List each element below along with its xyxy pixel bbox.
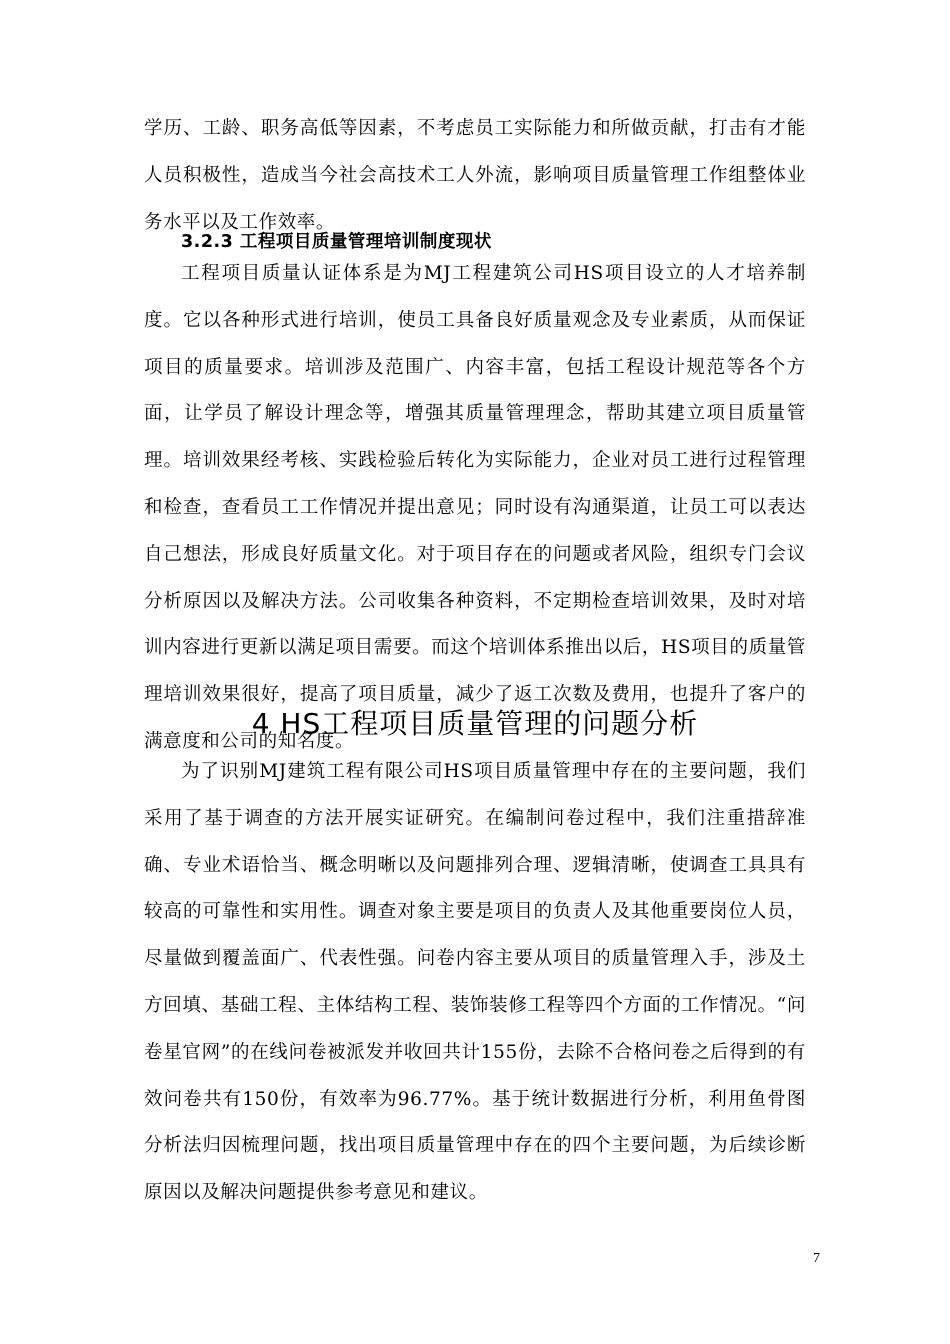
- section-heading: 4 HS工程项目质量管理的问题分析: [251, 707, 699, 740]
- paragraph-continuation: 学历、工龄、职务高低等因素，不考虑员工实际能力和所做贡献，打击有才能人员积极性，造成当今社会高技术工人外流，影响项目质量管理工作组整体业务水平以及工作效率。: [144, 118, 806, 233]
- page-number: 7: [813, 1251, 820, 1266]
- subsection-heading: 3.2.3 工程项目质量管理培训制度现状: [181, 232, 492, 252]
- paragraph-training-system: 工程项目质量认证体系是为MJ工程建筑公司HS项目设立的人才培养制度。它以各种形式进行培训，使员工具备良好质量观念及专业素质，从而保证项目的质量要求。培训涉及范围广、内容丰富，包括工程设计规范等各个方面，让学员了解设计理念等，增强其质量管理理念，帮助其建立项目质量管理。培训效果经考核、实践检验后转化为实际能力，企业对员工进行过程管理和检查，查看员工工作情况并提出意见；同时设有沟通渠道，让员工可以表达自己想法，形成良好质量文化。对于项目存在的问题或者风险，组织专门会议分析原因以及解决方法。公司收集各种资料，不定期检查培训效果，及时对培训内容进行更新以满足项目需要。而这个培训体系推出以后，HS项目的质量管理培训效果很好，提高了项目质量，减少了返工次数及费用，也提升了客户的满意度和公司的知名度。: [144, 263, 806, 752]
- paragraph-survey-method: 为了识别MJ建筑工程有限公司HS项目质量管理中存在的主要问题，我们采用了基于调查的方法开展实证研究。在编制问卷过程中，我们注重措辞准确、专业术语恰当、概念明晰以及问题排列合理、逻辑清晰，使调查工具具有较高的可靠性和实用性。调查对象主要是项目的负责人及其他重要岗位人员，尽量做到覆盖面广、代表性强。问卷内容主要从项目的质量管理入手，涉及土方回填、基础工程、主体结构工程、装饰装修工程等四个方面的工作情况。“问卷星官网”的在线问卷被派发并收回共计155份，去除不合格问卷之后得到的有效问卷共有150份，有效率为96.77%。基于统计数据进行分析，利用鱼骨图分析法归因梳理问题，找出项目质量管理中存在的四个主要问题，为后续诊断原因以及解决问题提供参考意见和建议。: [144, 761, 806, 1204]
